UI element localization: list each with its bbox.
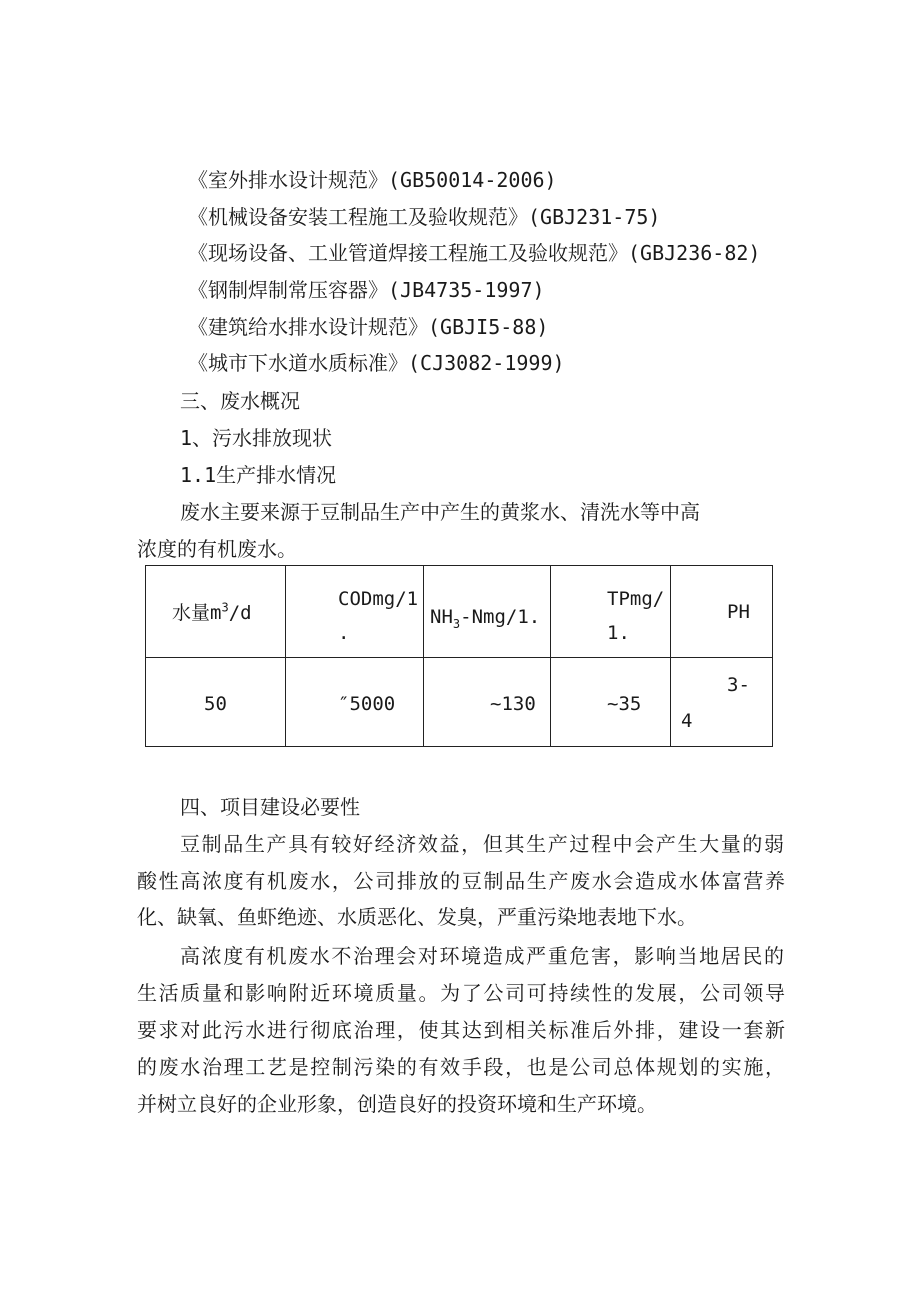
table-cell xyxy=(671,658,773,747)
reference-item: 《钢制焊制常压容器》(JB4735-1997) xyxy=(188,278,545,302)
paragraph-line: 化、缺氧、鱼虾绝迹、水质恶化、发臭，严重污染地表地下水。 xyxy=(137,905,697,929)
table-header-cell xyxy=(146,566,286,658)
subsection-heading: 1.1生产排水情况 xyxy=(180,463,337,487)
paragraph-line: 酸性高浓度有机废水，公司排放的豆制品生产废水会造成水体富营养 xyxy=(137,869,785,893)
paragraph-line: 浓度的有机废水。 xyxy=(137,537,297,561)
wastewater-quality-table xyxy=(145,565,773,747)
table-header-cell xyxy=(424,566,551,658)
table-header-cell xyxy=(286,566,424,658)
table-header-row xyxy=(146,566,773,658)
header-cod-suffix: . xyxy=(338,622,350,644)
value-cod: ″5000 xyxy=(338,693,396,715)
paragraph-line: 废水主要来源于豆制品生产中产生的黄浆水、清洗水等中高 xyxy=(180,500,700,524)
reference-item: 《城市下水道水质标准》(CJ3082-1999) xyxy=(188,351,565,375)
section-heading: 三、废水概况 xyxy=(180,389,300,413)
header-tp-suffix: 1. xyxy=(607,622,630,644)
header-flow: 水量$m^3/d$ xyxy=(172,600,252,624)
paragraph-line: 生活质量和影响附近环境质量。为了公司可持续性的发展，公司领导 xyxy=(137,981,785,1005)
table-cell xyxy=(551,658,671,747)
header-cod: CODmg/1 xyxy=(338,588,419,610)
paragraph-line: 要求对此污水进行彻底治理，使其达到相关标准后外排，建设一套新 xyxy=(137,1018,785,1042)
reference-item: 《建筑给水排水设计规范》(GBJI5-88) xyxy=(188,315,549,339)
table-cell xyxy=(424,658,551,747)
reference-item: 《机械设备安装工程施工及验收规范》(GBJ231-75) xyxy=(188,205,661,229)
value-nh3n: ~130 xyxy=(490,693,536,715)
paragraph-line: 并树立良好的企业形象，创造良好的投资环境和生产环境。 xyxy=(137,1092,657,1116)
value-flow: 50 xyxy=(204,693,227,715)
table-header-cell xyxy=(671,566,773,658)
table-header-cell xyxy=(551,566,671,658)
value-ph-cont: 4 xyxy=(681,710,693,732)
subsection-heading: 1、污水排放现状 xyxy=(180,426,333,450)
table-cell xyxy=(286,658,424,747)
table-row xyxy=(146,658,773,747)
reference-item: 《现场设备、工业管道焊接工程施工及验收规范》(GBJ236-82) xyxy=(188,241,761,265)
paragraph-line: 的废水治理工艺是控制污染的有效手段，也是公司总体规划的实施， xyxy=(137,1055,785,1079)
paragraph-line: 高浓度有机废水不治理会对环境造成严重危害，影响当地居民的 xyxy=(180,944,784,968)
reference-item: 《室外排水设计规范》(GB50014-2006) xyxy=(188,168,557,192)
table-cell xyxy=(146,658,286,747)
section-heading: 四、项目建设必要性 xyxy=(180,795,360,819)
value-tp: ~35 xyxy=(607,693,642,715)
paragraph-line: 豆制品生产具有较好经济效益，但其生产过程中会产生大量的弱 xyxy=(180,832,784,856)
header-tp: TPmg/ xyxy=(607,588,665,610)
header-nh3n: $NH_3-Nmg/1$. xyxy=(430,606,541,631)
header-ph: PH xyxy=(727,601,750,623)
value-ph: 3- xyxy=(727,674,750,696)
